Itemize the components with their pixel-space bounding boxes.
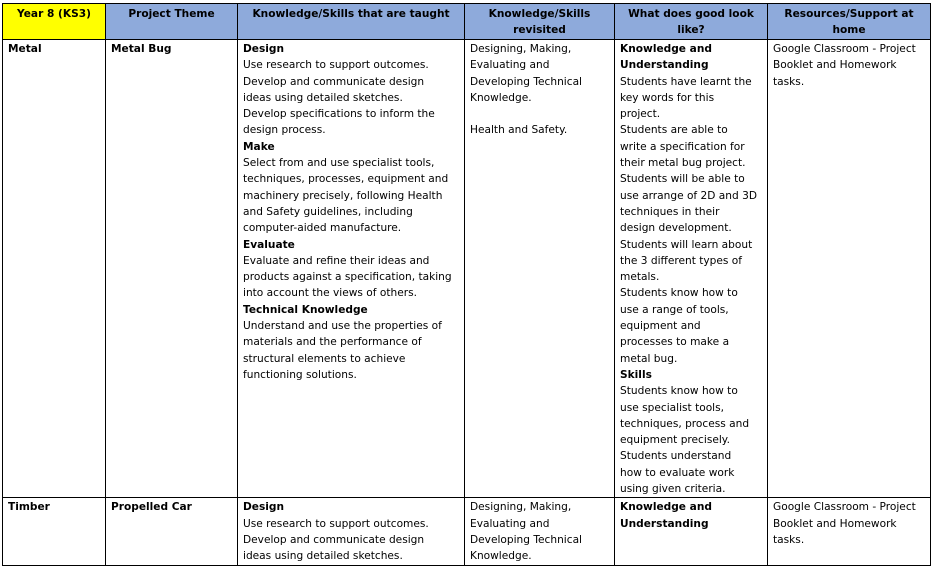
text-line: equipment precisely. (620, 434, 730, 447)
text-line: Students are able to (620, 124, 728, 137)
text-line: techniques, processes, equipment and (243, 173, 449, 186)
text-line: computer-aided manufacture. (243, 222, 402, 235)
blank-line (470, 106, 609, 122)
text-line: Students have learnt the (620, 75, 752, 88)
text-line: design process. (243, 124, 326, 137)
text-line: Google Classroom - Project (773, 501, 916, 514)
text-line: use specialist tools, (620, 401, 725, 414)
text-line: Students will learn about (620, 238, 753, 251)
text-line: Knowledge. (470, 550, 532, 563)
text-line: ideas using detailed sketches. (243, 550, 403, 563)
text-line: Health and Safety. (470, 124, 568, 137)
text-line: Select from and use specialist tools, (243, 157, 435, 170)
table-row (3, 498, 931, 566)
curriculum-table (2, 3, 931, 566)
text-line: Develop and communicate design (243, 75, 425, 88)
text-line: and Safety guidelines, including (243, 205, 413, 218)
section-heading: Design (243, 43, 285, 55)
text-line: techniques in their (620, 205, 720, 218)
section-heading: Technical Knowledge (243, 303, 368, 316)
text-line: Evaluating and (470, 517, 550, 530)
text-line: techniques, process and (620, 417, 750, 430)
text-line: Students will be able to (620, 173, 745, 186)
section-heading: Knowledge and (620, 43, 712, 55)
text-line: tasks. (773, 75, 805, 88)
text-line: into account the views of others. (243, 287, 417, 300)
text-line: use arrange of 2D and 3D (620, 189, 757, 202)
section-heading: Skills (620, 368, 652, 381)
header-project-theme: Project Theme (106, 4, 238, 40)
text-line: Knowledge. (470, 91, 532, 104)
text-line: key words for this (620, 91, 715, 104)
text-line: the 3 different types of (620, 254, 742, 267)
material-cell: Timber (3, 498, 106, 566)
text-line: Develop specifications to inform the (243, 108, 435, 121)
text-line: materials and the performance of (243, 336, 422, 349)
text-line: Develop and communicate design (243, 533, 425, 546)
text-line: use a range of tools, (620, 303, 729, 316)
section-heading: Design (243, 501, 285, 514)
text-line: Students understand (620, 450, 732, 463)
text-line: project. (620, 108, 661, 121)
text-line: equipment and (620, 320, 701, 333)
revisited-cell (465, 498, 615, 566)
text-line: metals. (620, 271, 660, 284)
text-line: Students know how to (620, 385, 738, 398)
text-line: Google Classroom - Project (773, 43, 916, 55)
table-row (3, 40, 931, 498)
text-line: Booklet and Homework (773, 59, 897, 72)
taught-cell (238, 498, 465, 566)
header-year: Year 8 (KS3) (3, 4, 106, 40)
section-heading: Evaluate (243, 238, 295, 251)
text-line: Booklet and Homework (773, 517, 897, 530)
text-line: functioning solutions. (243, 368, 357, 381)
material-cell: Metal (3, 40, 106, 498)
header-resources: Resources/Support at home (768, 4, 931, 40)
text-line: products against a specification, taking (243, 271, 452, 284)
text-line: Use research to support outcomes. (243, 517, 429, 530)
text-line: Evaluating and (470, 59, 550, 72)
text-line: using given criteria. (620, 483, 726, 496)
text-line: Understand and use the properties of (243, 320, 442, 333)
theme-cell: Propelled Car (106, 498, 238, 566)
text-line: processes to make a (620, 336, 730, 349)
text-line: design development. (620, 222, 732, 235)
good-cell (615, 40, 768, 498)
header-what-good-looks-like: What does good look like? (615, 4, 768, 40)
theme-cell: Metal Bug (106, 40, 238, 498)
header-knowledge-revisited: Knowledge/Skills revisited (465, 4, 615, 40)
header-row (3, 4, 931, 40)
text-line: Students know how to (620, 287, 738, 300)
text-line: machinery precisely, following Health (243, 189, 443, 202)
text-line: structural elements to achieve (243, 352, 406, 365)
taught-cell (238, 40, 465, 498)
resources-cell (768, 40, 931, 498)
text-line: Use research to support outcomes. (243, 59, 429, 72)
text-line: Designing, Making, (470, 43, 572, 55)
header-knowledge-taught: Knowledge/Skills that are taught (238, 4, 465, 40)
section-heading: Make (243, 140, 275, 153)
text-line: how to evaluate work (620, 466, 735, 479)
resources-cell (768, 498, 931, 566)
text-line: tasks. (773, 533, 805, 546)
text-line: Evaluate and refine their ideas and (243, 254, 430, 267)
text-line: Designing, Making, (470, 501, 572, 514)
text-line: metal bug. (620, 352, 678, 365)
text-line: Developing Technical (470, 533, 583, 546)
section-heading: Understanding (620, 59, 709, 72)
text-line: write a specification for (620, 140, 745, 153)
good-cell (615, 498, 768, 566)
text-line: their metal bug project. (620, 157, 746, 170)
section-heading: Knowledge and (620, 501, 712, 514)
section-heading: Understanding (620, 517, 709, 530)
revisited-cell (465, 40, 615, 498)
text-line: Developing Technical (470, 75, 583, 88)
text-line: ideas using detailed sketches. (243, 91, 403, 104)
